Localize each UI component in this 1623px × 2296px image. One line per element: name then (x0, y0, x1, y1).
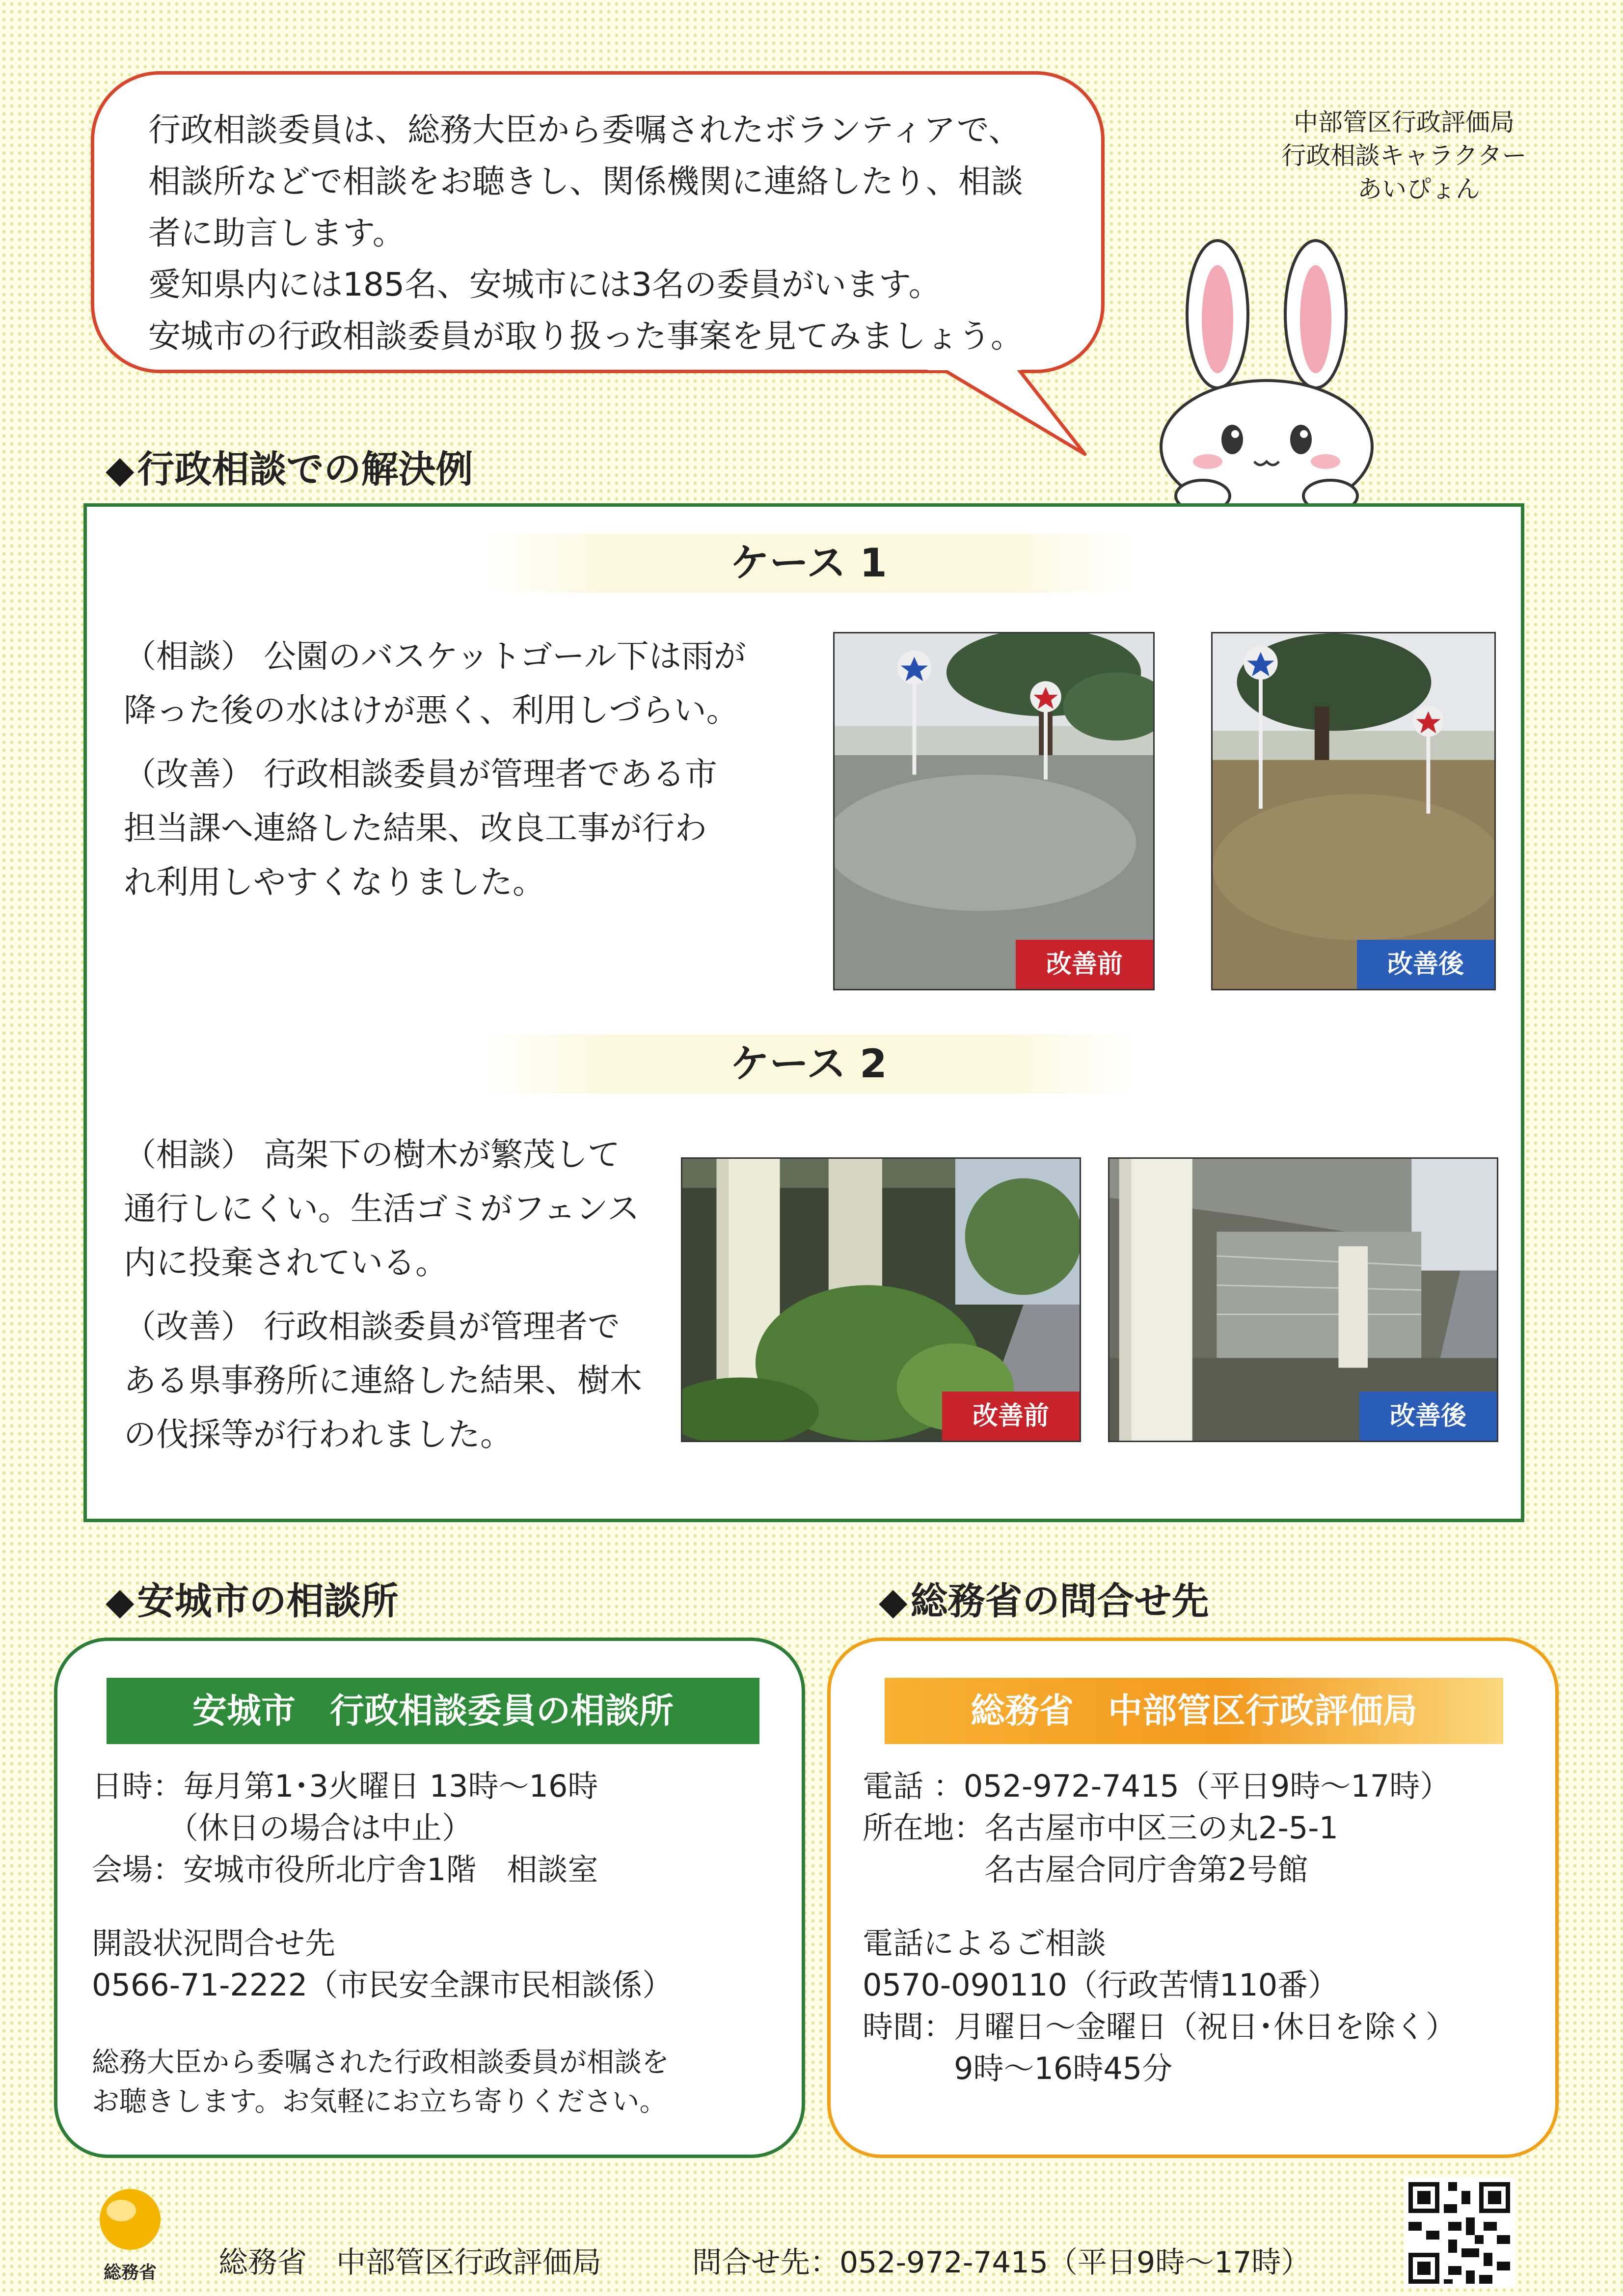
case-1-line: 担当課へ連絡した結果、改良工事が行わ (124, 809, 707, 847)
before-badge: 改善前 (942, 1392, 1080, 1441)
mic-line: 9時〜16時45分 (863, 2050, 1173, 2086)
mic-section-title (879, 1571, 1209, 1625)
footer-contact: 問合せ先：052-972-7415（平日9時〜17時） (692, 2245, 1311, 2280)
anjo-line: 0566-71-2222（市民安全課市民相談係） (92, 1967, 673, 2003)
after-badge: 改善後 (1357, 940, 1494, 989)
intro-line: 愛知県内には185名、安城市には3名の委員がいます。 (148, 266, 941, 303)
mic-line: 電話によるご相談 (863, 1925, 1107, 1961)
case-1-line: 降った後の水はけが悪く、利用しづらい。 (124, 691, 739, 729)
anjo-line: 日時：毎月第1･3火曜日 13時〜16時 (92, 1768, 598, 1804)
character-caption (1247, 106, 1561, 206)
anjo-line: 総務大臣から委嘱された行政相談委員が相談を (92, 2047, 669, 2078)
anjo-section-title-text: 安城市の相談所 (137, 1579, 399, 1623)
mic-line: 電話 ：052-972-7415（平日9時〜17時） (863, 1768, 1451, 1804)
examples-section-title (106, 439, 473, 493)
case-2-heading: ケース 2 (480, 1035, 1137, 1093)
case-2-line: （相談） 高架下の樹木が繁茂して (124, 1136, 620, 1174)
footer-org: 総務省 中部管区行政評価局 (218, 2245, 601, 2280)
anjo-consultation-box (54, 1638, 805, 2158)
rabbit-mascot-icon (1149, 231, 1404, 511)
park-flooded-icon (835, 633, 1153, 989)
case-1-after-photo (1211, 632, 1496, 990)
diamond-icon: ◆ (106, 447, 135, 491)
mic-line: 時間：月曜日〜金曜日（祝日･休日を除く） (863, 2009, 1457, 2045)
case-2-line: 内に投棄されている。 (124, 1244, 448, 1282)
anjo-line: （休日の場合は中止） (92, 1810, 473, 1846)
park-improved-icon (1213, 633, 1494, 989)
logo-text: 総務省 (103, 2263, 157, 2283)
case-2-line: の伐採等が行われました。 (124, 1416, 513, 1453)
mic-line: 0570-090110（行政苦情110番） (863, 1967, 1339, 2003)
mic-line: 名古屋合同庁舎第2号館 (863, 1852, 1308, 1887)
qr-code-icon[interactable] (1404, 2178, 1515, 2288)
before-badge: 改善前 (1016, 940, 1153, 989)
mic-section-title-text: 総務省の問合せ先 (910, 1579, 1209, 1623)
intro-speech-bubble (91, 71, 1105, 373)
anjo-section-title (106, 1571, 398, 1625)
case-2-line: ある県事務所に連絡した結果、樹木 (124, 1362, 642, 1399)
diamond-icon: ◆ (879, 1579, 908, 1623)
case-1-heading: ケース 1 (480, 534, 1137, 593)
character-caption-line: 行政相談キャラクター (1281, 141, 1527, 170)
character-caption-line: 中部管区行政評価局 (1294, 108, 1515, 137)
diamond-icon: ◆ (106, 1579, 135, 1623)
mic-contact-box (827, 1638, 1559, 2158)
bubble-tail (928, 363, 1090, 457)
case-1-before-photo (833, 632, 1155, 990)
mic-banner: 総務省 中部管区行政評価局 (885, 1678, 1503, 1744)
case-2-line: 通行しにくい。生活ゴミがフェンス (124, 1190, 640, 1228)
anjo-banner: 安城市 行政相談委員の相談所 (107, 1678, 759, 1744)
intro-line: 者に助言します。 (148, 214, 405, 252)
case-2-before-photo (681, 1157, 1081, 1442)
intro-line: 行政相談委員は、総務大臣から委嘱されたボランティアで、 (148, 111, 1021, 149)
intro-line: 安城市の行政相談委員が取り扱った事案を見てみましょう。 (148, 317, 1023, 355)
case-2-after-photo (1108, 1157, 1498, 1442)
mic-line: 所在地：名古屋市中区三の丸2-5-1 (863, 1810, 1339, 1846)
anjo-line: 開設状況問合せ先 (92, 1925, 336, 1961)
case-1-line: れ利用しやすくなりました。 (124, 863, 545, 901)
anjo-line: 会場：安城市役所北庁舎1階 相談室 (92, 1852, 598, 1887)
examples-title-text: 行政相談での解決例 (137, 447, 473, 491)
anjo-line: お聴きします。お気軽にお立ち寄りください。 (92, 2086, 667, 2118)
cases-box (83, 503, 1524, 1522)
case-1-line: （相談） 公園のバスケットゴール下は雨が (124, 637, 746, 675)
case-2-line: （改善） 行政相談委員が管理者で (124, 1308, 620, 1345)
character-caption-line: あいぴょん (1357, 175, 1480, 203)
case-1-line: （改善） 行政相談委員が管理者である市 (124, 755, 717, 793)
mic-logo (91, 2185, 169, 2283)
intro-line: 相談所などで相談をお聴きし、関係機関に連絡したり、相談 (148, 163, 1023, 200)
after-badge: 改善後 (1359, 1392, 1497, 1441)
